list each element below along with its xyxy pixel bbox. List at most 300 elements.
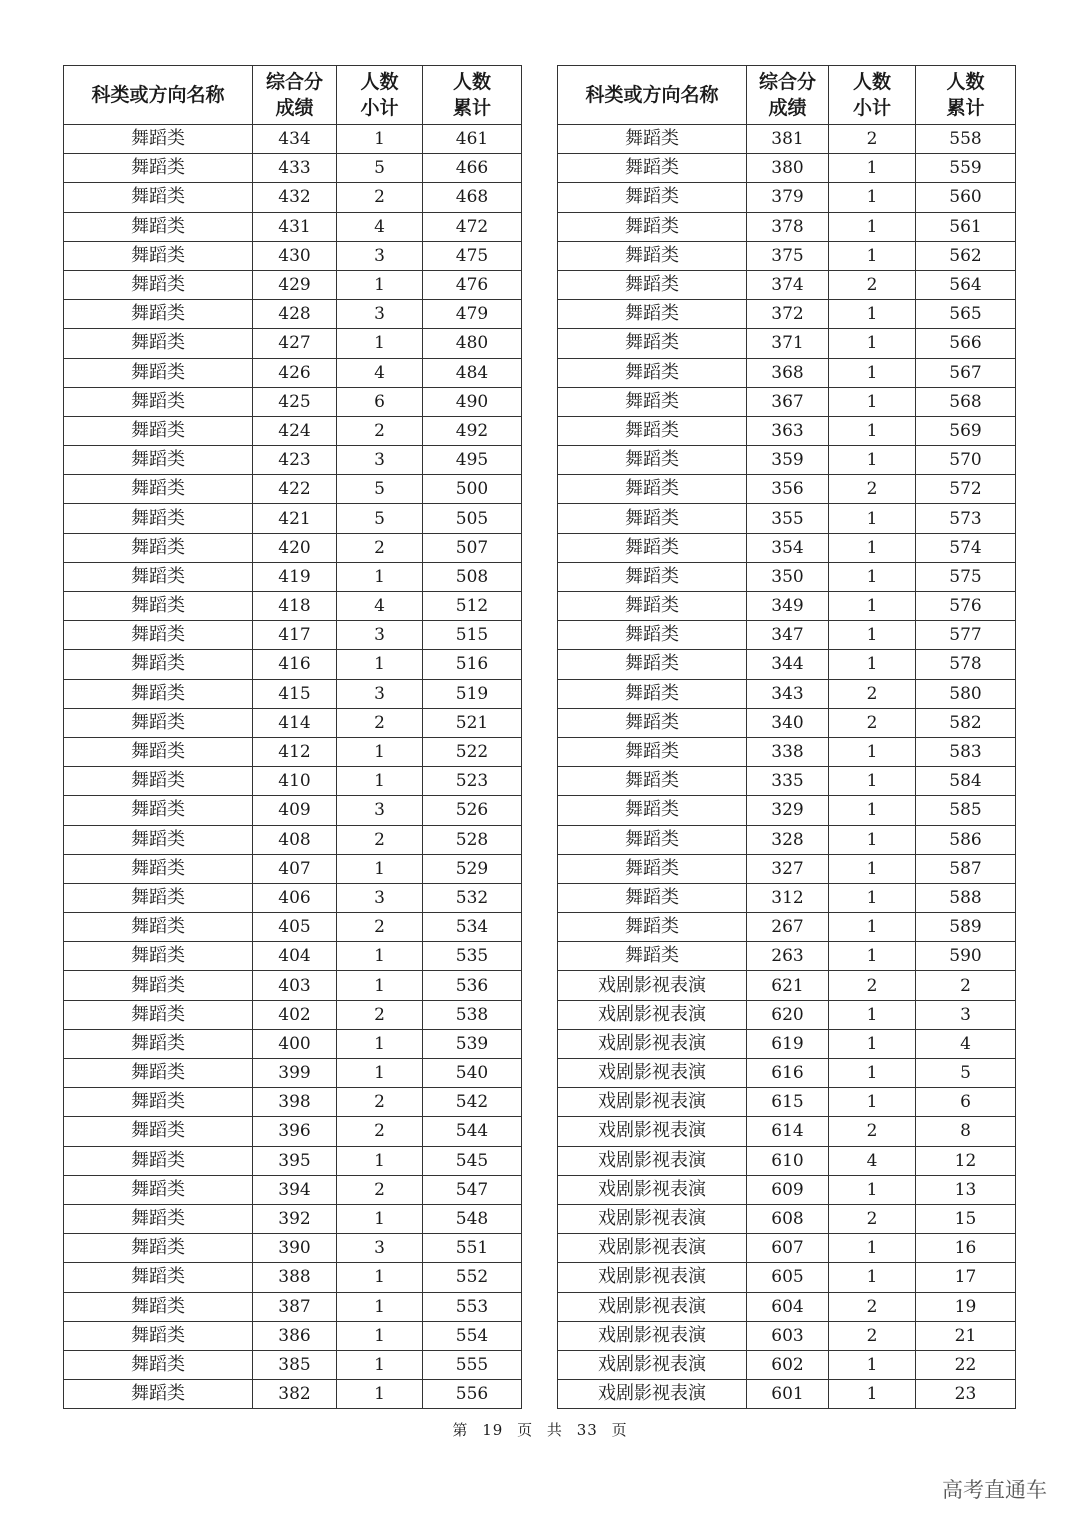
subtotal-cell: 3 — [337, 241, 423, 270]
category-cell: 舞蹈类 — [64, 1350, 253, 1379]
score-cell: 372 — [747, 300, 829, 329]
score-cell: 615 — [747, 1088, 829, 1117]
cumulative-cell: 560 — [916, 183, 1016, 212]
subtotal-cell: 1 — [337, 1204, 423, 1233]
score-cell: 414 — [253, 708, 337, 737]
subtotal-cell: 1 — [829, 212, 916, 241]
cumulative-cell: 559 — [916, 154, 1016, 183]
header-subtotal: 人数 小计 — [337, 66, 423, 125]
category-cell: 舞蹈类 — [558, 825, 747, 854]
cumulative-cell: 519 — [423, 679, 522, 708]
cumulative-cell: 565 — [916, 300, 1016, 329]
cumulative-cell: 468 — [423, 183, 522, 212]
table-row — [64, 621, 522, 650]
subtotal-cell: 1 — [829, 1029, 916, 1058]
category-cell: 舞蹈类 — [558, 883, 747, 912]
table-row — [558, 1175, 1016, 1204]
score-cell: 375 — [747, 241, 829, 270]
score-cell: 344 — [747, 650, 829, 679]
score-cell: 433 — [253, 154, 337, 183]
table-row — [558, 854, 1016, 883]
category-cell: 戏剧影视表演 — [558, 1146, 747, 1175]
category-cell: 舞蹈类 — [558, 854, 747, 883]
category-cell: 舞蹈类 — [64, 212, 253, 241]
table-row — [64, 1263, 522, 1292]
category-cell: 舞蹈类 — [64, 883, 253, 912]
category-cell: 舞蹈类 — [64, 504, 253, 533]
subtotal-cell: 1 — [829, 621, 916, 650]
category-cell: 舞蹈类 — [64, 329, 253, 358]
cumulative-cell: 576 — [916, 592, 1016, 621]
category-cell: 舞蹈类 — [558, 679, 747, 708]
cumulative-cell: 480 — [423, 329, 522, 358]
category-cell: 戏剧影视表演 — [558, 1175, 747, 1204]
category-cell: 戏剧影视表演 — [558, 1000, 747, 1029]
table-row — [64, 650, 522, 679]
table-row — [558, 446, 1016, 475]
table-row — [558, 592, 1016, 621]
cumulative-cell: 532 — [423, 883, 522, 912]
table-row — [64, 708, 522, 737]
cumulative-cell: 538 — [423, 1000, 522, 1029]
score-cell: 607 — [747, 1234, 829, 1263]
table-row — [64, 183, 522, 212]
score-table-right — [557, 65, 1016, 1409]
subtotal-cell: 1 — [829, 358, 916, 387]
subtotal-cell: 1 — [829, 183, 916, 212]
cumulative-cell: 2 — [916, 971, 1016, 1000]
score-cell: 430 — [253, 241, 337, 270]
subtotal-cell: 2 — [829, 679, 916, 708]
score-cell: 605 — [747, 1263, 829, 1292]
table-row — [64, 942, 522, 971]
cumulative-cell: 523 — [423, 767, 522, 796]
category-cell: 舞蹈类 — [64, 562, 253, 591]
table-row — [558, 329, 1016, 358]
score-cell: 349 — [747, 592, 829, 621]
subtotal-cell: 1 — [829, 300, 916, 329]
table-row — [558, 1263, 1016, 1292]
cumulative-cell: 568 — [916, 387, 1016, 416]
table-row — [558, 1059, 1016, 1088]
table-row — [558, 1146, 1016, 1175]
category-cell: 舞蹈类 — [558, 446, 747, 475]
table-row — [64, 329, 522, 358]
category-cell: 舞蹈类 — [64, 1263, 253, 1292]
table-row — [64, 883, 522, 912]
table-row — [64, 125, 522, 154]
subtotal-cell: 1 — [337, 1380, 423, 1409]
header-cumulative: 人数 累计 — [916, 66, 1016, 125]
subtotal-cell: 2 — [829, 971, 916, 1000]
cumulative-cell: 22 — [916, 1350, 1016, 1379]
cumulative-cell: 580 — [916, 679, 1016, 708]
table-row — [64, 767, 522, 796]
subtotal-cell: 1 — [337, 1321, 423, 1350]
table-row — [558, 1321, 1016, 1350]
score-cell: 329 — [747, 796, 829, 825]
table-row — [64, 1380, 522, 1409]
score-cell: 363 — [747, 416, 829, 445]
subtotal-cell: 1 — [829, 650, 916, 679]
subtotal-cell: 1 — [337, 329, 423, 358]
cumulative-cell: 554 — [423, 1321, 522, 1350]
table-row — [558, 1000, 1016, 1029]
score-cell: 378 — [747, 212, 829, 241]
score-cell: 390 — [253, 1234, 337, 1263]
category-cell: 舞蹈类 — [558, 329, 747, 358]
cumulative-cell: 529 — [423, 854, 522, 883]
table-row — [558, 1234, 1016, 1263]
cumulative-cell: 461 — [423, 125, 522, 154]
table-row — [558, 1380, 1016, 1409]
cumulative-cell: 492 — [423, 416, 522, 445]
table-row — [64, 1234, 522, 1263]
category-cell: 舞蹈类 — [64, 592, 253, 621]
table-row — [558, 533, 1016, 562]
subtotal-cell: 1 — [829, 154, 916, 183]
category-cell: 舞蹈类 — [64, 825, 253, 854]
subtotal-cell: 3 — [337, 621, 423, 650]
subtotal-cell: 1 — [337, 1292, 423, 1321]
header-score: 综合分 成绩 — [747, 66, 829, 125]
cumulative-cell: 586 — [916, 825, 1016, 854]
subtotal-cell: 1 — [829, 387, 916, 416]
cumulative-cell: 590 — [916, 942, 1016, 971]
cumulative-cell: 476 — [423, 270, 522, 299]
table-row — [64, 446, 522, 475]
category-cell: 舞蹈类 — [64, 533, 253, 562]
table-row — [558, 913, 1016, 942]
cumulative-cell: 8 — [916, 1117, 1016, 1146]
table-row — [64, 504, 522, 533]
subtotal-cell: 2 — [829, 1117, 916, 1146]
table-row — [64, 1146, 522, 1175]
category-cell: 舞蹈类 — [64, 1321, 253, 1350]
category-cell: 舞蹈类 — [558, 300, 747, 329]
table-row — [64, 1292, 522, 1321]
cumulative-cell: 556 — [423, 1380, 522, 1409]
subtotal-cell: 2 — [829, 1292, 916, 1321]
category-cell: 舞蹈类 — [64, 1234, 253, 1263]
subtotal-cell: 1 — [337, 1263, 423, 1292]
subtotal-cell: 4 — [337, 592, 423, 621]
score-cell: 422 — [253, 475, 337, 504]
table-row — [558, 1350, 1016, 1379]
table-row — [558, 650, 1016, 679]
current-page-number: 19 — [482, 1421, 504, 1439]
subtotal-cell: 1 — [337, 1029, 423, 1058]
table-row — [558, 270, 1016, 299]
subtotal-cell: 1 — [337, 562, 423, 591]
category-cell: 舞蹈类 — [64, 1000, 253, 1029]
cumulative-cell: 495 — [423, 446, 522, 475]
category-cell: 舞蹈类 — [64, 1029, 253, 1058]
table-header-row — [64, 66, 522, 125]
category-cell: 舞蹈类 — [558, 767, 747, 796]
cumulative-cell: 589 — [916, 913, 1016, 942]
table-row — [558, 1117, 1016, 1146]
table-row — [64, 1000, 522, 1029]
table-row — [558, 300, 1016, 329]
score-cell: 409 — [253, 796, 337, 825]
cumulative-cell: 585 — [916, 796, 1016, 825]
table-row — [64, 241, 522, 270]
table-row — [64, 562, 522, 591]
footer-gong: 共 — [546, 1421, 563, 1439]
cumulative-cell: 570 — [916, 446, 1016, 475]
subtotal-cell: 3 — [337, 300, 423, 329]
table-row — [558, 212, 1016, 241]
score-cell: 267 — [747, 913, 829, 942]
table-row — [64, 592, 522, 621]
score-cell: 374 — [747, 270, 829, 299]
score-cell: 354 — [747, 533, 829, 562]
score-cell: 621 — [747, 971, 829, 1000]
subtotal-cell: 2 — [829, 1204, 916, 1233]
cumulative-cell: 23 — [916, 1380, 1016, 1409]
cumulative-cell: 552 — [423, 1263, 522, 1292]
table-row — [64, 737, 522, 766]
table-row — [64, 1175, 522, 1204]
category-cell: 舞蹈类 — [558, 504, 747, 533]
subtotal-cell: 1 — [829, 1175, 916, 1204]
footer-ye: 页 — [611, 1421, 628, 1439]
score-cell: 327 — [747, 854, 829, 883]
subtotal-cell: 2 — [337, 913, 423, 942]
category-cell: 戏剧影视表演 — [558, 1204, 747, 1233]
category-cell: 舞蹈类 — [64, 1059, 253, 1088]
cumulative-cell: 584 — [916, 767, 1016, 796]
subtotal-cell: 1 — [337, 270, 423, 299]
subtotal-cell: 1 — [337, 125, 423, 154]
table-row — [64, 1117, 522, 1146]
category-cell: 舞蹈类 — [558, 154, 747, 183]
cumulative-cell: 472 — [423, 212, 522, 241]
subtotal-cell: 1 — [829, 1380, 916, 1409]
subtotal-cell: 2 — [337, 1175, 423, 1204]
cumulative-cell: 547 — [423, 1175, 522, 1204]
table-row — [558, 1292, 1016, 1321]
category-cell: 舞蹈类 — [558, 183, 747, 212]
table-row — [64, 1321, 522, 1350]
cumulative-cell: 551 — [423, 1234, 522, 1263]
subtotal-cell: 4 — [337, 358, 423, 387]
table-row — [64, 212, 522, 241]
category-cell: 舞蹈类 — [558, 592, 747, 621]
category-cell: 舞蹈类 — [558, 125, 747, 154]
category-cell: 戏剧影视表演 — [558, 1263, 747, 1292]
category-cell: 戏剧影视表演 — [558, 1059, 747, 1088]
category-cell: 舞蹈类 — [558, 562, 747, 591]
subtotal-cell: 2 — [337, 1117, 423, 1146]
table-row — [558, 416, 1016, 445]
score-cell: 416 — [253, 650, 337, 679]
cumulative-cell: 574 — [916, 533, 1016, 562]
category-cell: 舞蹈类 — [558, 270, 747, 299]
table-header-row — [558, 66, 1016, 125]
score-cell: 614 — [747, 1117, 829, 1146]
category-cell: 舞蹈类 — [558, 533, 747, 562]
cumulative-cell: 561 — [916, 212, 1016, 241]
cumulative-cell: 577 — [916, 621, 1016, 650]
subtotal-cell: 1 — [337, 854, 423, 883]
cumulative-cell: 515 — [423, 621, 522, 650]
score-cell: 340 — [747, 708, 829, 737]
cumulative-cell: 484 — [423, 358, 522, 387]
category-cell: 舞蹈类 — [64, 358, 253, 387]
category-cell: 舞蹈类 — [64, 1088, 253, 1117]
subtotal-cell: 4 — [829, 1146, 916, 1175]
table-row — [558, 241, 1016, 270]
cumulative-cell: 516 — [423, 650, 522, 679]
category-cell: 舞蹈类 — [558, 358, 747, 387]
score-cell: 412 — [253, 737, 337, 766]
score-cell: 620 — [747, 1000, 829, 1029]
subtotal-cell: 5 — [337, 475, 423, 504]
category-cell: 舞蹈类 — [64, 154, 253, 183]
cumulative-cell: 534 — [423, 913, 522, 942]
cumulative-cell: 479 — [423, 300, 522, 329]
subtotal-cell: 1 — [829, 825, 916, 854]
cumulative-cell: 500 — [423, 475, 522, 504]
category-cell: 舞蹈类 — [558, 650, 747, 679]
cumulative-cell: 562 — [916, 241, 1016, 270]
subtotal-cell: 1 — [337, 650, 423, 679]
table-row — [64, 1029, 522, 1058]
score-cell: 387 — [253, 1292, 337, 1321]
table-row — [64, 533, 522, 562]
category-cell: 舞蹈类 — [64, 446, 253, 475]
table-row — [64, 300, 522, 329]
category-cell: 舞蹈类 — [64, 854, 253, 883]
subtotal-cell: 2 — [829, 708, 916, 737]
cumulative-cell: 528 — [423, 825, 522, 854]
header-category: 科类或方向名称 — [64, 66, 253, 125]
score-cell: 371 — [747, 329, 829, 358]
total-page-number: 33 — [576, 1421, 598, 1439]
category-cell: 舞蹈类 — [558, 475, 747, 504]
subtotal-cell: 1 — [829, 1000, 916, 1029]
cumulative-cell: 572 — [916, 475, 1016, 504]
cumulative-cell: 536 — [423, 971, 522, 1000]
table-row — [64, 1350, 522, 1379]
subtotal-cell: 3 — [337, 446, 423, 475]
subtotal-cell: 1 — [337, 1059, 423, 1088]
table-row — [558, 971, 1016, 1000]
score-cell: 432 — [253, 183, 337, 212]
subtotal-cell: 1 — [829, 854, 916, 883]
cumulative-cell: 12 — [916, 1146, 1016, 1175]
table-row — [558, 475, 1016, 504]
subtotal-cell: 2 — [829, 1321, 916, 1350]
score-cell: 400 — [253, 1029, 337, 1058]
cumulative-cell: 569 — [916, 416, 1016, 445]
table-row — [64, 387, 522, 416]
category-cell: 舞蹈类 — [64, 475, 253, 504]
score-cell: 608 — [747, 1204, 829, 1233]
category-cell: 舞蹈类 — [64, 1380, 253, 1409]
subtotal-cell: 1 — [337, 737, 423, 766]
table-row — [558, 1029, 1016, 1058]
header-category: 科类或方向名称 — [558, 66, 747, 125]
cumulative-cell: 508 — [423, 562, 522, 591]
subtotal-cell: 2 — [337, 1088, 423, 1117]
score-cell: 338 — [747, 737, 829, 766]
score-cell: 603 — [747, 1321, 829, 1350]
score-cell: 312 — [747, 883, 829, 912]
score-cell: 429 — [253, 270, 337, 299]
category-cell: 舞蹈类 — [64, 679, 253, 708]
cumulative-cell: 505 — [423, 504, 522, 533]
score-cell: 604 — [747, 1292, 829, 1321]
category-cell: 戏剧影视表演 — [558, 1321, 747, 1350]
score-cell: 380 — [747, 154, 829, 183]
table-row — [64, 854, 522, 883]
table-row — [64, 270, 522, 299]
score-cell: 395 — [253, 1146, 337, 1175]
table-row — [558, 621, 1016, 650]
subtotal-cell: 2 — [337, 183, 423, 212]
subtotal-cell: 1 — [337, 942, 423, 971]
header-cumulative: 人数 累计 — [423, 66, 522, 125]
cumulative-cell: 526 — [423, 796, 522, 825]
category-cell: 舞蹈类 — [64, 796, 253, 825]
subtotal-cell: 1 — [829, 767, 916, 796]
score-cell: 419 — [253, 562, 337, 591]
subtotal-cell: 2 — [829, 270, 916, 299]
cumulative-cell: 582 — [916, 708, 1016, 737]
score-cell: 379 — [747, 183, 829, 212]
cumulative-cell: 15 — [916, 1204, 1016, 1233]
score-cell: 428 — [253, 300, 337, 329]
subtotal-cell: 1 — [829, 1263, 916, 1292]
subtotal-cell: 2 — [337, 533, 423, 562]
table-row — [558, 796, 1016, 825]
cumulative-cell: 583 — [916, 737, 1016, 766]
cumulative-cell: 544 — [423, 1117, 522, 1146]
category-cell: 舞蹈类 — [64, 1292, 253, 1321]
subtotal-cell: 1 — [337, 1146, 423, 1175]
subtotal-cell: 5 — [337, 504, 423, 533]
score-cell: 601 — [747, 1380, 829, 1409]
category-cell: 舞蹈类 — [64, 971, 253, 1000]
cumulative-cell: 466 — [423, 154, 522, 183]
category-cell: 戏剧影视表演 — [558, 1234, 747, 1263]
cumulative-cell: 555 — [423, 1350, 522, 1379]
subtotal-cell: 1 — [829, 796, 916, 825]
subtotal-cell: 1 — [829, 504, 916, 533]
cumulative-cell: 588 — [916, 883, 1016, 912]
category-cell: 舞蹈类 — [558, 913, 747, 942]
cumulative-cell: 548 — [423, 1204, 522, 1233]
category-cell: 舞蹈类 — [64, 125, 253, 154]
category-cell: 舞蹈类 — [558, 212, 747, 241]
score-cell: 406 — [253, 883, 337, 912]
cumulative-cell: 19 — [916, 1292, 1016, 1321]
category-cell: 舞蹈类 — [558, 708, 747, 737]
cumulative-cell: 21 — [916, 1321, 1016, 1350]
subtotal-cell: 2 — [337, 708, 423, 737]
footer-di: 第 — [452, 1421, 469, 1439]
score-cell: 403 — [253, 971, 337, 1000]
table-row — [558, 737, 1016, 766]
table-row — [64, 913, 522, 942]
category-cell: 舞蹈类 — [64, 183, 253, 212]
score-cell: 423 — [253, 446, 337, 475]
score-cell: 396 — [253, 1117, 337, 1146]
subtotal-cell: 1 — [829, 329, 916, 358]
